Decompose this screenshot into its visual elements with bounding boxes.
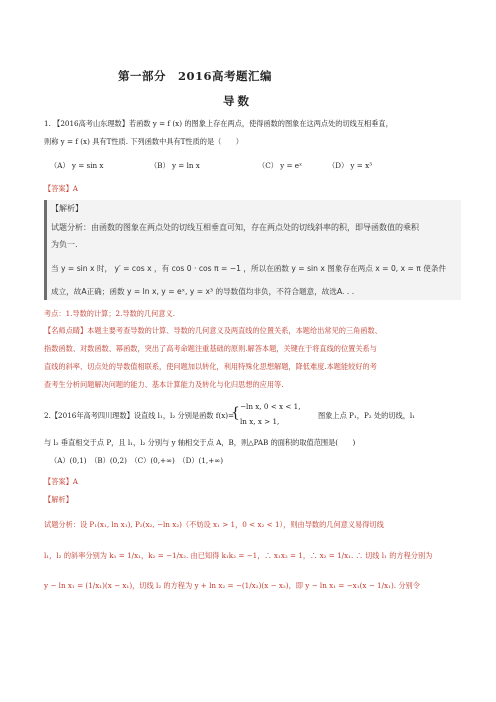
q1-option-b: （B） y = ln x bbox=[150, 161, 200, 170]
q2-analysis-line1: 试题分析：设 P₁(x₁, ln x₁), P₂(x₂, −ln x₂)（不妨设 x₁ > 1，0 < x₂ < 1），则由导数的几何意义易得切线 bbox=[44, 520, 384, 529]
q2-stem-line2: 与 l₂ 垂直相交于点 P，且 l₁，l₂ 分别与 y 轴相交于点 A，B，则△PAB 的面积的取值范围是( ) bbox=[44, 438, 356, 447]
q1-mingshi-line3: 直线的斜率、切点处的导数值相联系，使问题加以转化，利用特殊化思想解题，降低难度.本题能较好的考 bbox=[44, 362, 377, 371]
q1-analysis-line1: 试题分析：由函数的图象在两点处的切线互相垂直可知，存在两点处的切线斜率的积，即导函数值的乘积 bbox=[51, 223, 419, 232]
q1-mingshi-line1: 【名师点睛】本题主要考查导数的计算、导数的几何意义及两直线的位置关系，本题给出常见的三角函数、 bbox=[44, 326, 382, 335]
q2-piece-2: ln x, x > 1, bbox=[240, 417, 280, 426]
q1-analysis-line3: 当 y = sin x 时， y′ = cos x ，有 cos 0 · cos π = −1 ，所以在函数 y = sin x 图象存在两点 x = 0, x = π 使条件 bbox=[51, 264, 447, 273]
q1-option-d: （D） y = x³ bbox=[328, 161, 373, 170]
q1-stem-line2: 则称 y = f (x) 具有T性质. 下列函数中具有T性质的是（ ） bbox=[44, 137, 243, 146]
q2-analysis-line2: l₁，l₂ 的斜率分别为 k₁ = 1/x₁，k₂ = −1/x₂. 由已知得 k₁k₂ = −1，∴ x₁x₂ = 1，∴ x₂ = 1/x₁. ∴ 切线 l₁ 的方程分别为 bbox=[44, 551, 433, 560]
q1-analysis-box bbox=[44, 200, 461, 300]
q2-stem-line1a: 2.【2016年高考四川理数】设直线 l₁，l₂ 分别是函数 f(x)= bbox=[44, 411, 235, 420]
q2-piece-1: −ln x, 0 < x < 1, bbox=[240, 402, 301, 411]
q1-analysis-label: 【解析】 bbox=[51, 204, 83, 213]
q1-analysis-line2: 为负一. bbox=[51, 240, 78, 249]
q2-analysis-label: 【解析】 bbox=[44, 495, 73, 504]
q1-mingshi-line2: 指数函数、对数函数、幂函数，突出了高考命题注重基础的原则.解答本题，关键在于将直线的位置关系与 bbox=[44, 344, 377, 353]
q1-kaodian: 考点：1.导数的计算；2.导数的几何意义. bbox=[44, 309, 176, 318]
q2-analysis-line3: y − ln x₁ = (1/x₁)(x − x₁)，切线 l₂ 的方程为 y + ln x₂ = −(1/x₂)(x − x₂)，即 y − ln x₁ = −x₁(x − 1/x₁). 分别令 bbox=[44, 581, 420, 590]
q1-answer: 【答案】A bbox=[44, 184, 78, 193]
q1-stem-line1: 1. 【2016高考山东理数】若函数 y = f (x) 的图象上存在两点，使得函数的图象在这两点处的切线互相垂直， bbox=[44, 119, 393, 128]
page-title: 第一部分 2016高考题汇编 bbox=[118, 69, 273, 83]
q1-mingshi-line4: 查考生分析问题解决问题的能力、基本计算能力及转化与化归思想的应用等. bbox=[44, 380, 284, 389]
q1-option-a: （A） y = sin x bbox=[50, 161, 104, 170]
q2-answer: 【答案】A bbox=[44, 477, 78, 486]
q1-analysis-line4: 成立，故A正确；函数 y = ln x, y = eˣ, y = x³ 的导数值均非负，不符合题意，故选A. . . bbox=[51, 287, 355, 296]
piecewise-brace: { bbox=[231, 405, 240, 421]
q2-stem-line1b: 图象上点 P₁，P₂ 处的切线，l₁ bbox=[318, 411, 416, 420]
q1-option-c: （C） y = eˣ bbox=[258, 161, 303, 170]
section-title: 导数 bbox=[223, 94, 252, 108]
q2-options: （A）(0,1) （B）(0,2) （C）(0,+∞) （D）(1,+∞) bbox=[50, 456, 224, 465]
